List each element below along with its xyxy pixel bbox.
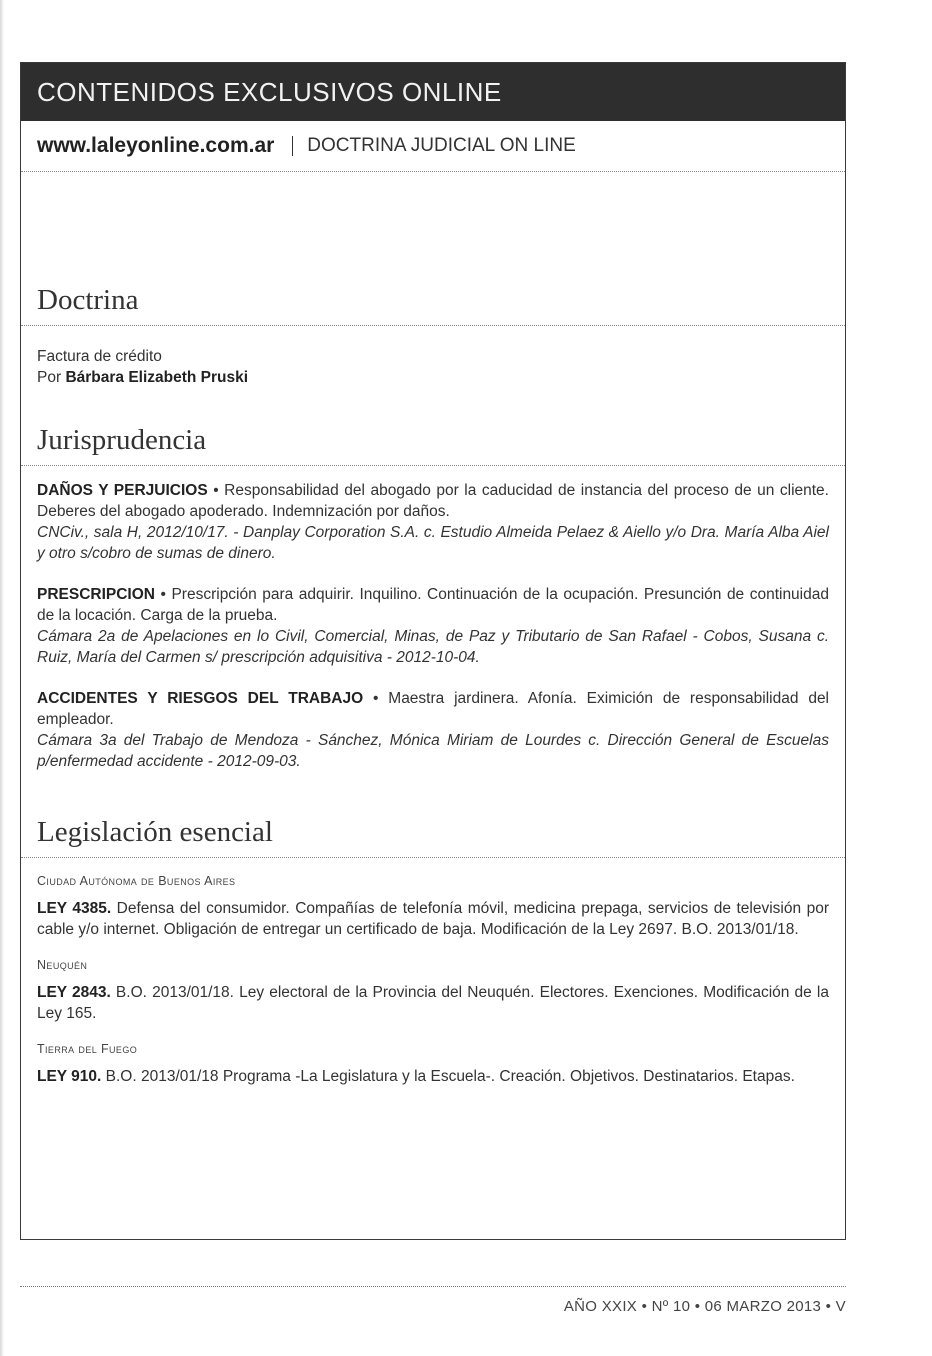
law-number[interactable]: LEY 910. [37, 1068, 102, 1085]
entry-body [37, 688, 829, 730]
entry-citation: Cámara 2a de Apelaciones en lo Civil, Comercial, Minas, de Paz y Tributario de San Rafael - Cobos, Susana c. Ruiz, María del Carmen s/ prescripción adquisitiva - 2012-10-04. [37, 628, 829, 666]
law-text: B.O. 2013/01/18. Ley electoral de la Provincia del Neuquén. Electores. Exenciones. Modificación de la Ley 165. [37, 984, 829, 1022]
law-entry [21, 898, 845, 940]
region-label: Neuquén [37, 958, 88, 972]
page-footer: AÑO XXIX • Nº 10 • 06 MARZO 2013 • V [563, 1298, 846, 1315]
entry-citation: CNCiv., sala H, 2012/10/17. - Danplay Corporation S.A. c. Estudio Almeida Pelaez & Aiello y/o Dra. María Alba Aiel y otro s/cobro de sumas de dinero. [37, 524, 829, 562]
entry-topic[interactable]: PRESCRIPCION [37, 586, 155, 603]
law-entry [21, 982, 845, 1024]
entry-summary: • Prescripción para adquirir. Inquilino. Continuación de la ocupación. Presunción de continuidad de la locación. Carga de la prueba. [37, 586, 829, 624]
law-text: B.O. 2013/01/18 Programa -La Legislatura y la Escuela-. Creación. Objetivos. Destinatarios. Etapas. [101, 1068, 795, 1085]
law-number[interactable]: LEY 4385. [37, 900, 112, 917]
article-author-line [37, 367, 829, 388]
region-label: Ciudad Autónoma de Buenos Aires [37, 874, 236, 888]
by-label: Por [37, 369, 66, 386]
divider [292, 136, 293, 156]
entry-body [37, 480, 829, 522]
entry-citation: Cámara 3a del Trabajo de Mendoza - Sánchez, Mónica Miriam de Lourdes c. Dirección General de Escuelas p/enfermedad accidente - 2012-09-03. [37, 732, 829, 770]
jurisprudencia-entry [21, 688, 845, 772]
jurisprudencia-entry [21, 584, 845, 668]
footer-rule [20, 1286, 846, 1287]
entry-topic[interactable]: DAÑOS Y PERJUICIOS [37, 482, 208, 499]
article-title[interactable]: Factura de crédito [37, 348, 162, 365]
section-title-jurisprudencia: Jurisprudencia [37, 424, 207, 456]
banner-title: CONTENIDOS EXCLUSIVOS ONLINE [37, 76, 502, 107]
entry-topic[interactable]: ACCIDENTES Y RIESGOS DEL TRABAJO [37, 690, 364, 707]
section-title-legislacion: Legislación esencial [37, 816, 273, 848]
page-edge [0, 0, 4, 1356]
jurisprudencia-entry [21, 480, 845, 564]
content-box [20, 62, 846, 1240]
entry-body [37, 584, 829, 626]
author-name: Bárbara Elizabeth Pruski [65, 369, 249, 386]
entry-summary: • Maestra jardinera. Afonía. Eximición de responsabilidad del empleador. [37, 690, 830, 728]
entry-summary: • Responsabilidad del abogado por la caducidad de instancia del proceso de un cliente. Deberes del abogado apoderado. Indemnización por daños. [37, 482, 829, 520]
doctrina-article [21, 346, 845, 388]
law-entry [21, 1066, 845, 1087]
header-subtitle: DOCTRINA JUDICIAL ON LINE [307, 135, 576, 156]
region-label: Tierra del Fuego [37, 1042, 138, 1056]
banner [21, 63, 845, 121]
section-title-doctrina: Doctrina [37, 284, 139, 316]
site-link[interactable]: www.laleyonline.com.ar [37, 134, 275, 157]
url-bar [21, 121, 845, 172]
law-number[interactable]: LEY 2843. [37, 984, 111, 1001]
law-text: Defensa del consumidor. Compañías de telefonía móvil, medicina prepaga, servicios de televisión por cable y/o internet. Obligación de entregar un certificado de baja. Modificación de la Ley 2697. B.O. 2013/01/18. [37, 900, 829, 938]
